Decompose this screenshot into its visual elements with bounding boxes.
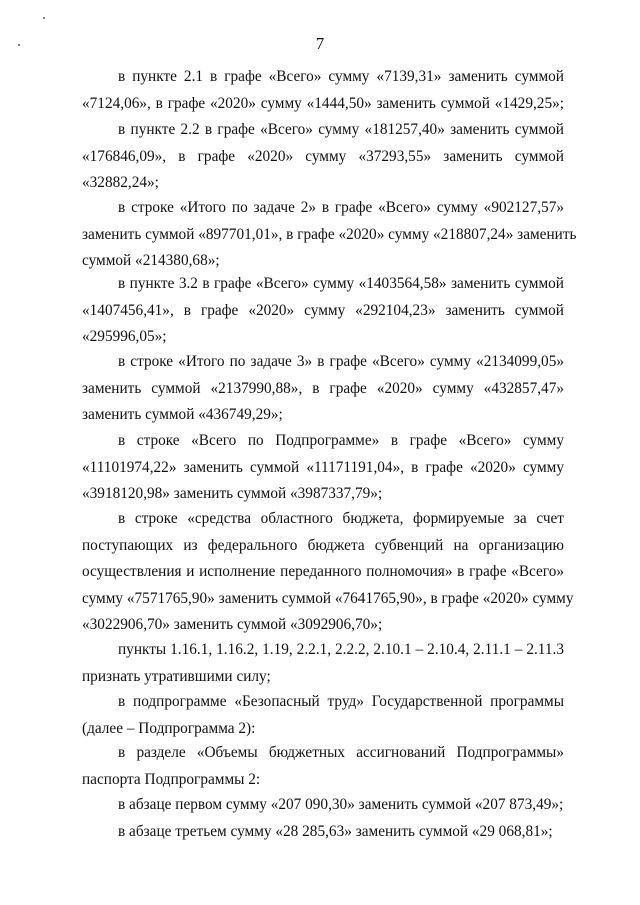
line: «7124,06», в графе «2020» сумму «1444,50» заменить суммой «1429,25»; <box>82 94 564 112</box>
line: «11101974,22» заменить суммой «11171191,04», в графе «2020» сумму <box>82 458 564 476</box>
paragraph-12 <box>82 819 564 846</box>
line: заменить суммой «897701,01», в графе «2020» сумму «218807,24» заменить <box>82 225 577 243</box>
line: паспорта Подпрограммы 2: <box>82 770 261 788</box>
line: в строке «средства областного бюджета, формируемые за счет <box>118 510 564 527</box>
paragraph-8 <box>82 637 564 690</box>
line: «295996,05»; <box>82 328 167 346</box>
line: в разделе «Объемы бюджетных ассигнований Подпрограммы» <box>118 744 564 761</box>
line: «1407456,41», в графе «2020» сумму «292104,23» заменить суммой <box>82 301 564 319</box>
line: «176846,09», в графе «2020» сумму «37293,55» заменить суммой <box>82 147 564 165</box>
paragraph-1 <box>82 64 564 117</box>
line: осуществления и исполнение переданного полномочия» в графе «Всего» <box>82 563 564 581</box>
paragraph-9 <box>82 689 564 742</box>
line: поступающих из федерального бюджета субвенций на организацию <box>82 536 564 554</box>
line: в строке «Итого по задаче 3» в графе «Всего» сумму «2134099,05» <box>118 353 564 370</box>
paragraph-7 <box>82 506 574 639</box>
paragraph-2 <box>82 117 564 197</box>
line: признать утратившими силу; <box>82 667 271 685</box>
line: в абзаце третьем сумму «28 285,63» заменить суммой «29 068,81»; <box>118 823 553 840</box>
paragraph-11 <box>82 792 564 819</box>
line: в пункте 2.2 в графе «Всего» сумму «181257,40» заменить суммой <box>118 121 564 138</box>
scan-speck <box>43 17 45 19</box>
line: в пункте 3.2 в графе «Всего» сумму «1403564,58» заменить суммой <box>118 275 564 292</box>
line: в строке «Всего по Подпрограмме» в графе «Всего» сумму <box>118 432 564 449</box>
line: «3918120,98» заменить суммой «3987337,79»; <box>82 485 383 503</box>
page-number: 7 <box>315 34 325 53</box>
line: в подпрограмме «Безопасный труд» Государственной программы <box>118 693 564 710</box>
line: пункты 1.16.1, 1.16.2, 1.19, 2.2.1, 2.2.2, 2.10.1 – 2.10.4, 2.11.1 – 2.11.3 <box>118 641 564 658</box>
line: заменить суммой «2137990,88», в графе «2020» сумму «432857,47» <box>82 379 564 397</box>
line: «32882,24»; <box>82 174 159 192</box>
line: сумму «7571765,90» заменить суммой «7641765,90», в графе «2020» сумму <box>82 589 574 607</box>
paragraph-6 <box>82 428 564 508</box>
line: (далее – Подпрограмма 2): <box>82 719 256 737</box>
line: в строке «Итого по задаче 2» в графе «Всего» сумму «902127,57» <box>118 199 564 216</box>
line: в абзаце первом сумму «207 090,30» заменить суммой «207 873,49»; <box>118 796 564 813</box>
paragraph-3 <box>82 195 577 275</box>
line: суммой «214380,68»; <box>82 252 220 270</box>
line: заменить суммой «436749,29»; <box>82 406 283 424</box>
line: в пункте 2.1 в графе «Всего» сумму «7139,31» заменить суммой <box>118 68 564 85</box>
paragraph-10 <box>82 740 564 793</box>
line: «3022906,70» заменить суммой «3092906,70»; <box>82 616 383 634</box>
paragraph-4 <box>82 271 564 351</box>
paragraph-5 <box>82 349 564 429</box>
